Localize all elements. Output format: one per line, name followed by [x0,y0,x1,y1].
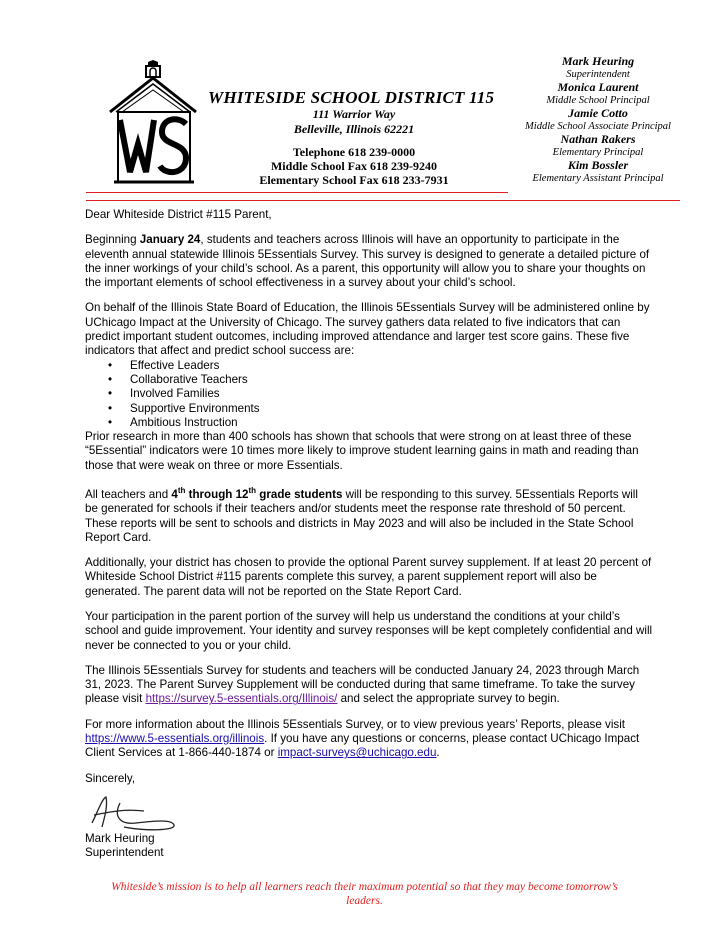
staff-title: Middle School Associate Principal [525,121,671,132]
paragraph-intro: Beginning January 24, students and teachers across Illinois will have an opportunity to participate in the eleventh annual statewide Illinois 5Essentials Survey. This survey is designed to generate a detailed picture of the inner workings of your child’s school. As a parent, this opportunity will allow you to share your thoughts on the important elements of school effectiveness in a survey about your child’s school. [85,233,650,290]
indicator-list [85,359,653,430]
elementary-school-fax: Elementary School Fax 618 233-7931 [259,173,449,187]
district-logo [108,60,198,184]
staff-name: Kim Bossler [567,158,629,172]
address-street: 111 Warrior Way [312,107,396,121]
survey-link[interactable]: https://survey.5-essentials.org/Illinois/ [145,692,338,706]
paragraph-participants: All teachers and 4th through 12th grade students will be responding to this survey. 5Essentials Reports will be generated for schools if their teachers and/or students meet the response rate threshold of 50 percent. These reports will be sent to schools and districts in May 2023 and will also be included in the State School Report Card. [85,486,638,544]
letter-body [85,208,653,786]
staff-name: Monica Laurent [557,80,639,94]
list-item: • Ambitious Instruction [130,416,653,430]
staff-title: Middle School Principal [546,95,650,106]
paragraph-parent-supplement: Additionally, your district has chosen to provide the optional Parent survey supplement. If at least 20 percent of Whiteside School District #115 parents complete this survey, a parent supplement report will also be generated. The parent data will not be reported on the State Report Card. [85,556,652,598]
paragraph-survey-dates: The Illinois 5Essentials Survey for students and teachers will be conducted January 24, 2023 through March 31, 2023. The Parent Survey Supplement will be conducted during that same timeframe. To take the survey please visit https://survey.5-essentials.org/Illinois/ and select the appropriate survey to begin. [85,663,640,706]
staff-title: Superintendent [566,69,630,80]
list-item: • Effective Leaders [130,359,653,373]
signer-block [85,832,164,860]
paragraph-research: Prior research in more than 400 schools has shown that schools that were strong on at least three of these “5Essential” indicators were 10 times more likely to improve student learning gains in math and reading than those that were weak on three or more Essentials. [85,430,639,472]
district-name: WHITESIDE SCHOOL DISTRICT 115 [208,88,495,107]
info-link[interactable]: https://www.5-essentials.org/illinois [85,732,265,746]
greeting: Dear Whiteside District #115 Parent, [85,208,272,221]
list-item: • Involved Families [130,387,653,401]
address-city: Belleville, Illinois 62221 [293,122,415,136]
signer-title: Superintendent [85,846,164,859]
email-link[interactable]: impact-surveys@uchicago.edu [277,746,437,760]
closing: Sincerely, [85,771,136,785]
paragraph-confidentiality: Your participation in the parent portion of the survey will help us understand the conditions at your child’s school and guide improvement. Your identity and survey responses will be kept completely confidential and will never be connected to you or your child. [85,609,653,652]
staff-title: Elementary Assistant Principal [532,173,664,184]
staff-name: Nathan Rakers [560,132,636,146]
list-item: • Supportive Environments [130,402,653,416]
staff-name: Jamie Cotto [568,106,628,120]
staff-title: Elementary Principal [552,147,644,158]
header-divider-short [86,192,508,193]
signer-name: Mark Heuring [85,832,155,845]
header-divider-long [86,200,680,201]
telephone: Telephone 618 239-0000 [292,145,416,159]
list-item: • Collaborative Teachers [130,373,653,387]
handwritten-signature [84,793,180,833]
staff-name: Mark Heuring [561,54,635,68]
mission-statement: Whiteside’s mission is to help all learners reach their maximum potential so that they may become tomorrow’s leaders. [111,881,618,907]
paragraph-more-info: For more information about the Illinois 5Essentials Survey, or to view previous years’ Reports, please visit https://www.5-essentials.org/illinois. If you have any questions or concerns, please contact UChicago Impact Client Services at 1-866-440-1874 or impact-surveys@uchicago.edu. [85,717,640,760]
paragraph-indicators-intro: On behalf of the Illinois State Board of Education, the Illinois 5Essentials Survey will be administered online by UChicago Impact at the University of Chicago. The survey gathers data related to five indicators that can predict important student outcomes, including improved attendance and larger test score gains. These five indicators that affect and predict school success are: [85,301,650,358]
middle-school-fax: Middle School Fax 618 239-9240 [270,159,437,173]
staff-directory [510,55,686,185]
